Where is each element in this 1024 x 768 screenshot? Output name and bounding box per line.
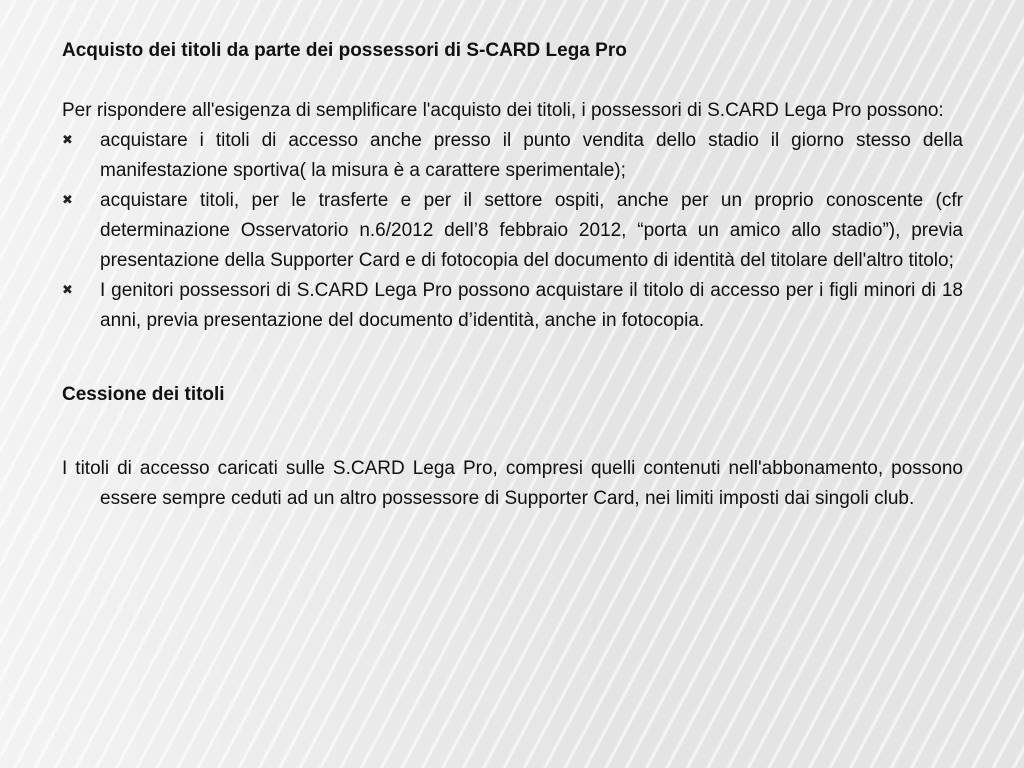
slide-content [62, 36, 963, 514]
transfer-paragraph: I titoli di accesso caricati sulle S.CARD Lega Pro, compresi quelli contenuti nell'abbonamento, possono essere sempre ceduti ad un altro possessore di Supporter Card, nei limiti imposti dai singoli club. [62, 458, 963, 509]
x-mark-icon: ✖ [62, 133, 73, 148]
bullet-list [62, 126, 963, 336]
list-item [62, 276, 963, 336]
intro-paragraph: Per rispondere all'esigenza di semplificare l'acquisto dei titoli, i possessori di S.CARD Lega Pro possono: [62, 100, 944, 121]
bullet-text: acquistare titoli, per le trasferte e per il settore ospiti, anche per un proprio conoscente (cfr determinazione Osservatorio n.6/2012 dell’8 febbraio 2012, “porta un amico allo stadio”), previa presentazione della Supporter Card e di fotocopia del documento di identità del titolare dell'altro titolo; [100, 190, 963, 271]
list-item [62, 126, 963, 186]
list-item [62, 186, 963, 276]
section-heading-transfer: Cessione dei titoli [62, 384, 225, 405]
bullet-text: acquistare i titoli di accesso anche presso il punto vendita dello stadio il giorno stesso della manifestazione sportiva( la misura è a carattere sperimentale); [100, 130, 963, 181]
x-mark-icon: ✖ [62, 193, 73, 208]
section-heading-purchase: Acquisto dei titoli da parte dei possessori di S-CARD Lega Pro [62, 40, 627, 61]
bullet-text: I genitori possessori di S.CARD Lega Pro possono acquistare il titolo di accesso per i figli minori di 18 anni, previa presentazione del documento d’identità, anche in fotocopia. [100, 280, 963, 331]
x-mark-icon: ✖ [62, 283, 73, 298]
